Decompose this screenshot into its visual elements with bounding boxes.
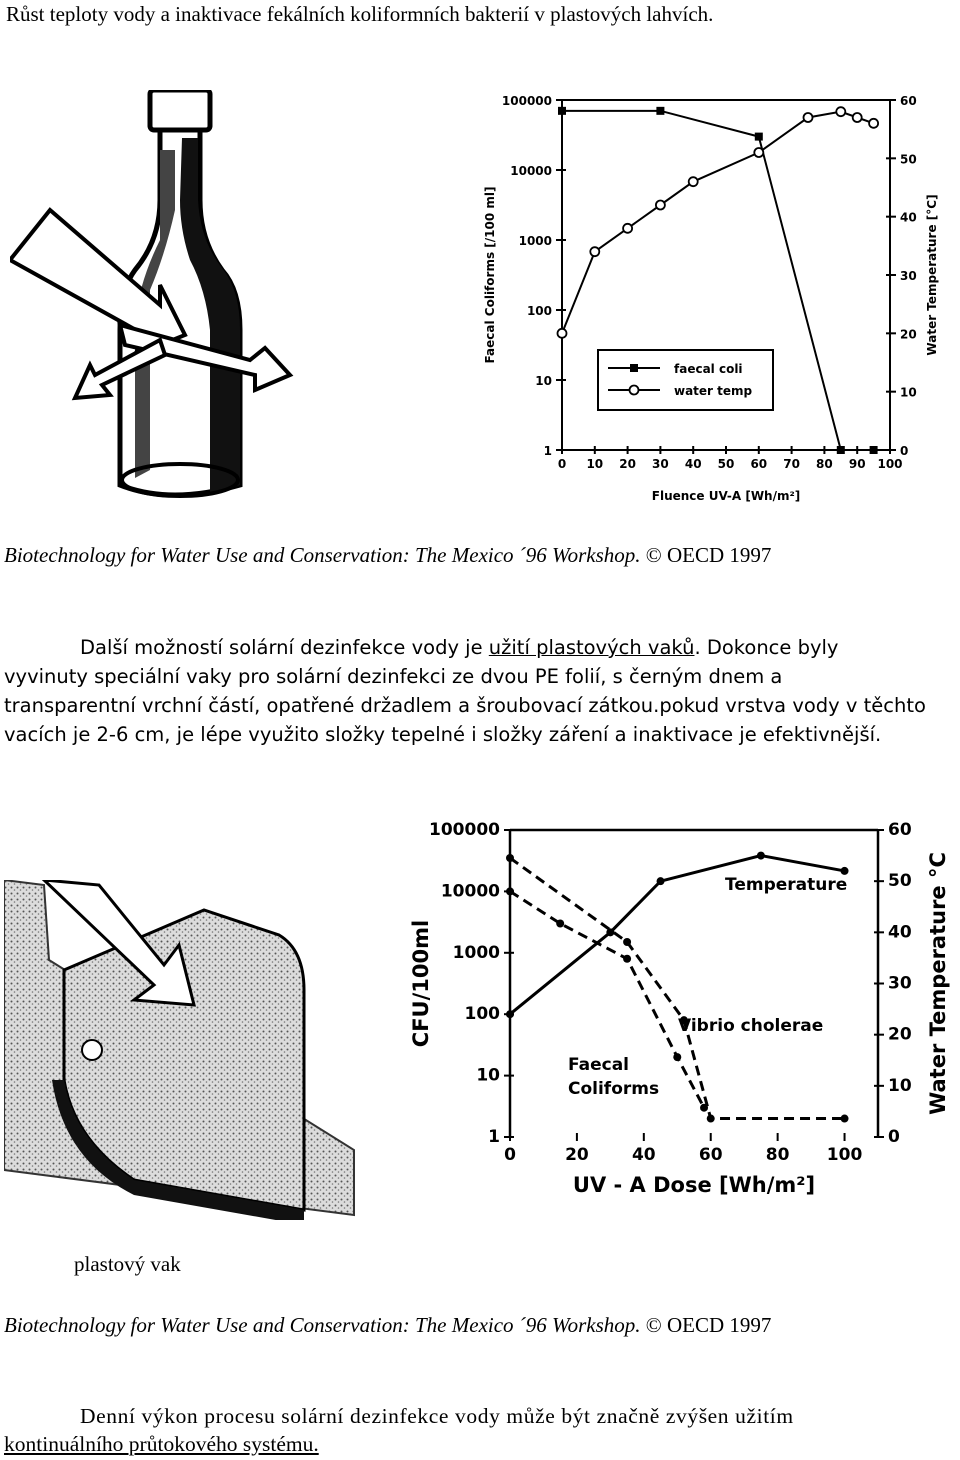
data-point [755,133,763,141]
closing-line-1: Denní výkon procesu solární dezinfekce vody může být značně zvýšen užitím [80,1404,794,1428]
x-tick-label: 50 [717,457,735,471]
data-point [673,1053,681,1061]
y2-tick-label: 10 [888,1075,912,1096]
bag-label: plastový vak [74,1252,181,1276]
x-tick-label: 10 [586,457,604,471]
data-point [836,107,845,116]
x-tick-label: 100 [826,1145,863,1165]
chart-bottle-temperature [480,82,950,512]
y-tick-label: 10000 [510,164,552,178]
data-point [558,107,566,115]
data-point [707,1115,715,1123]
plastic-bag-illustration [4,880,360,1220]
x-tick-label: 100 [877,457,903,471]
legend-label: water temp [674,384,753,398]
series-line-1 [562,112,874,334]
x-tick-label: 60 [698,1145,723,1165]
data-point [506,1010,514,1018]
y2-tick-label: 50 [900,152,917,167]
x-tick-label: 20 [619,457,636,471]
data-point [804,113,813,122]
chart-bag-dose [400,812,960,1232]
y2-tick-label: 20 [888,1024,912,1045]
series-line-1 [510,858,848,1119]
y2-tick-label: 30 [900,269,917,283]
data-point [558,329,567,338]
y-tick-label: 100000 [501,94,552,108]
data-point [700,1104,708,1112]
y-tick-label: 100000 [429,820,500,840]
y-axis-label: Faecal Coliforms [/100 ml] [483,186,497,364]
data-point [757,852,765,860]
x-tick-label: 60 [750,457,768,471]
x-tick-label: 20 [565,1145,589,1165]
closing-paragraph [4,1402,956,1458]
x-tick-label: 70 [783,457,800,471]
y2-tick-label: 60 [888,820,912,840]
continuous-flow-link[interactable]: kontinuálního průtokového systému. [4,1432,319,1456]
paragraph-rest: . Dokonce byly [694,636,839,659]
figure-caption-1 [4,543,771,568]
page-heading: Růst teploty vody a inaktivace fekálních koliformních bakterií v plastových lahvích. [6,2,714,26]
y2-tick-label: 10 [900,385,917,400]
data-point [853,113,862,122]
series-label-faecal: Faecal [568,1055,629,1075]
data-point [754,148,763,157]
data-point [590,247,599,256]
caption-copyright: © OECD 1997 [645,543,772,567]
paragraph-line-3: transparentní vrchní částí, opatřené držadlem a šroubovací zátkou.pokud vrstva vody v těchto [4,694,926,717]
x-tick-label: 0 [504,1145,516,1165]
series-label-temperature: Temperature [725,875,848,895]
paragraph-lead: Další možností solární dezinfekce vody je [80,636,489,659]
data-point [506,854,514,862]
x-tick-label: 0 [557,457,567,471]
y-tick-label: 10000 [440,881,500,902]
x-axis-label: Fluence UV-A [Wh/m²] [651,489,801,503]
y2-tick-label: 20 [900,327,917,342]
series-label-faecal-2: Coliforms [568,1079,660,1099]
y2-tick-label: 60 [900,94,917,108]
x-axis-label: UV - A Dose [Wh/m²] [572,1173,816,1197]
x-tick-label: 40 [631,1145,656,1165]
legend-marker [630,386,639,395]
data-point [841,1115,849,1123]
x-tick-label: 40 [684,457,702,471]
y2-tick-label: 50 [888,871,912,892]
data-point [623,224,632,233]
series-line-2 [510,891,704,1107]
y-tick-label: 10 [476,1065,500,1086]
data-point [869,119,878,128]
legend-marker [630,364,638,372]
data-point [623,955,631,963]
y-tick-label: 1000 [452,942,500,963]
y2-tick-label: 0 [900,444,909,458]
data-point [506,887,514,895]
x-tick-label: 30 [652,457,669,471]
paragraph-line-2: vyvinuty speciální vaky pro solární dezinfekci ze dvou PE folií, s černým dnem a [4,665,783,688]
data-point [657,877,665,885]
y2-tick-label: 0 [888,1127,900,1147]
data-point [656,201,665,210]
data-point [656,107,664,115]
caption-title: Biotechnology for Water Use and Conservation: The Mexico ´96 Workshop. [4,1313,641,1337]
data-point [837,446,845,454]
y-tick-label: 1 [543,444,552,458]
y2-tick-label: 40 [888,922,912,943]
x-tick-label: 80 [765,1145,790,1165]
figure-caption-2 [4,1313,771,1338]
y2-tick-label: 30 [888,973,912,994]
y2-axis-label: Water Temperature [°C] [925,194,939,356]
y-tick-label: 1 [488,1127,500,1147]
body-paragraph [4,633,956,749]
y-tick-label: 100 [464,1004,500,1025]
caption-title: Biotechnology for Water Use and Conservation: The Mexico ´96 Workshop. [4,543,641,567]
y2-axis-label: Water Temperature °C [926,852,950,1115]
y-axis-label: CFU/100ml [409,919,433,1048]
data-point [870,446,878,454]
legend-box [598,350,773,410]
plastic-bags-link[interactable]: užití plastových vaků [488,636,695,659]
legend-label: faecal coli [674,362,743,376]
y2-tick-label: 40 [900,210,917,225]
y-tick-label: 1000 [518,234,552,248]
data-point [841,867,849,875]
paragraph-line-4: vacích je 2-6 cm, je lépe využito složky tepelné i složky záření a inaktivace je efektivnější. [4,723,882,746]
data-point [556,920,564,928]
y-tick-label: 100 [526,304,552,318]
data-point [689,177,698,186]
y-tick-label: 10 [535,374,552,388]
series-label-vibrio: Vibrio cholerae [678,1016,824,1036]
bottle-illustration [10,90,310,510]
x-tick-label: 90 [848,457,866,471]
caption-copyright: © OECD 1997 [645,1313,772,1337]
x-tick-label: 80 [816,457,833,471]
data-point [623,938,631,946]
